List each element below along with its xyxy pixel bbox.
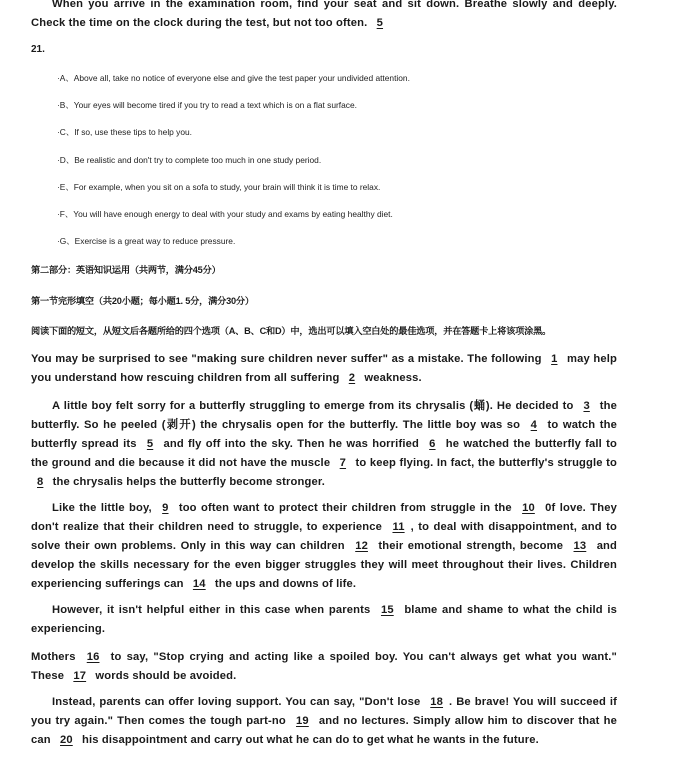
blank-7: 7 bbox=[339, 457, 347, 469]
blank-20: 20 bbox=[60, 734, 73, 746]
blank-5-intro: 5 bbox=[376, 17, 384, 29]
passage-paragraph-4: However, it isn't helpful either in this case when parents 15 blame and shame to what the child is experiencing. bbox=[31, 601, 617, 639]
blank-16: 16 bbox=[86, 651, 100, 663]
blank-1: 1 bbox=[551, 353, 558, 365]
instruction-text: 阅读下面的短文，从短文后各题所给的四个选项（A、B、C和D）中，选出可以填入空白处的最佳选项，并在答题卡上将该项涂黑。 bbox=[31, 326, 552, 336]
blank-4: 4 bbox=[530, 419, 538, 431]
passage-paragraph-5: Mothers 16 to say, "Stop crying and acting like a spoiled boy. You can't always get what you want." These 17 words should be avoided. bbox=[31, 648, 617, 686]
intro-text: When you arrive in the examination room, find your seat and sit down. Breathe slowly and deeply. Check the time on the clock during the test, but not too often. bbox=[31, 0, 617, 29]
option-e: ·E、For example, when you sit on a sofa to study, your brain will think it is time to relax. bbox=[57, 182, 381, 192]
option-d: ·D、Be realistic and don't try to complete too much in one study period. bbox=[57, 155, 322, 165]
blank-14: 14 bbox=[192, 578, 206, 590]
option-g: ·G、Exercise is a great way to reduce pressure. bbox=[57, 236, 236, 246]
subsection-heading: 第一节完形填空（共20小题；每小题1. 5分，满分30分） bbox=[31, 296, 254, 306]
blank-15: 15 bbox=[380, 604, 394, 616]
blank-6: 6 bbox=[429, 438, 436, 450]
passage-paragraph-1: You may be surprised to see "making sure children never suffer" as a mistake. The following 1 may help you understand how rescuing children from all suffering 2 weakness. bbox=[31, 350, 617, 388]
passage-paragraph-6: Instead, parents can offer loving support. You can say, "Don't lose 18 . Be brave! You will succeed if you try again." Then comes the tough part-no 19 and no lectures. Simply allow him to discover that he can 20 his disappointment and carry out what he can do to get what he wants in the future. bbox=[31, 693, 617, 750]
blank-5: 5 bbox=[146, 438, 154, 450]
passage-paragraph-3: Like the little boy, 9 too often want to protect their children from struggle in the 10 0f love. They don't realize that their children need to struggle, to experience 11 , to deal with disappointment, and to solve their own problems. Only in this way can children 12 their emotional strength, become 13 and develop the skills necessary for the even bigger struggles they will meet throughout their lives. Children experiencing sufferings can 14 the ups and downs of life. bbox=[31, 499, 617, 594]
option-b: ·B、Your eyes will become tired if you try to read a text which is on a flat surface. bbox=[57, 100, 357, 110]
part-heading: 第二部分：英语知识运用（共两节，满分45分） bbox=[31, 265, 221, 275]
passage-paragraph-2: A little boy felt sorry for a butterfly struggling to emerge from its chrysalis (蛹). He decided to 3 the butterfly. So he peeled (剥开) the chrysalis open for the butterfly. The little boy was so 4 to watch the butterfly spread its 5 and fly off into the sky. Then he was horrified 6 he watched the butterfly fall to the ground and die because it did not have the muscle 7 to keep flying. In fact, the butterfly's struggle to 8 the chrysalis helps the butterfly become stronger. bbox=[31, 397, 617, 492]
question-number: 21. bbox=[31, 44, 45, 55]
blank-12: 12 bbox=[355, 540, 368, 552]
blank-18: 18 bbox=[430, 696, 444, 708]
blank-3: 3 bbox=[583, 400, 590, 412]
blank-10: 10 bbox=[522, 502, 535, 514]
blank-2: 2 bbox=[348, 372, 356, 384]
option-f: ·F、You will have enough energy to deal with your study and exams by eating healthy diet. bbox=[57, 209, 393, 219]
blank-19: 19 bbox=[296, 715, 309, 727]
blank-17: 17 bbox=[73, 670, 87, 682]
blank-13: 13 bbox=[573, 540, 587, 552]
blank-8: 8 bbox=[37, 476, 44, 488]
intro-paragraph bbox=[31, 0, 617, 33]
option-a: ·A、Above all, take no notice of everyone else and give the test paper your undivided attention. bbox=[57, 73, 410, 83]
option-c: ·C、If so, use these tips to help you. bbox=[57, 127, 192, 137]
blank-11: 11 bbox=[392, 521, 405, 533]
blank-9: 9 bbox=[162, 502, 169, 514]
